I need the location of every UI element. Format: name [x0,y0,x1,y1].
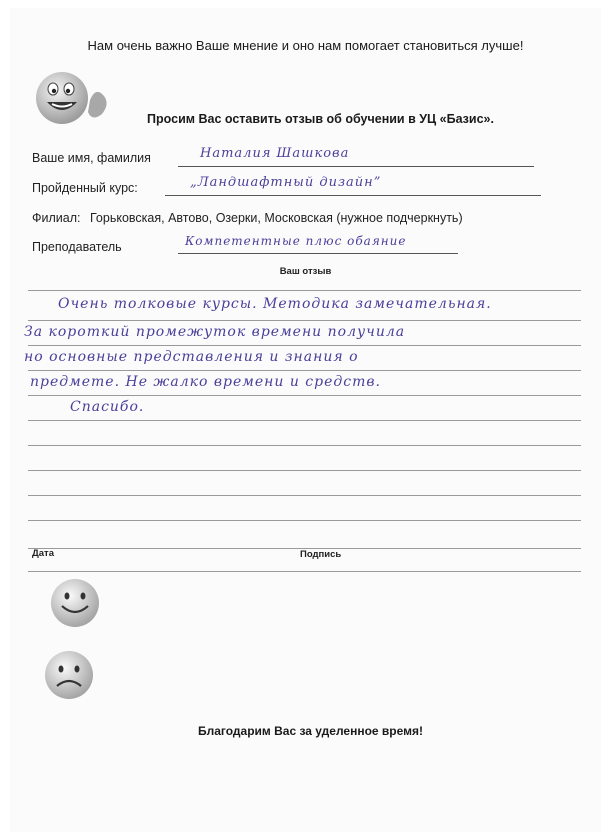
review-line [28,495,581,496]
review-text-line[interactable]: Спасибо. [70,399,145,415]
review-line [28,370,581,371]
teacher-underline [178,253,458,254]
branch-options[interactable]: Горьковская, Автово, Озерки, Московская (нужное подчеркнуть) [90,211,463,225]
teacher-label: Преподаватель [32,240,122,254]
review-line [28,345,581,346]
name-label: Ваше имя, фамилия [32,151,151,165]
review-line [28,445,581,446]
happy-face-icon [48,576,102,635]
thank-you-message: Благодарим Вас за уделенное время! [197,724,424,738]
review-line [28,320,581,321]
signature-label: Подпись [300,549,342,560]
name-field[interactable]: Наталия Шашкова [200,146,350,161]
sad-face-icon [42,648,96,707]
branch-label: Филиал: [32,211,81,225]
review-line [28,290,581,291]
feedback-form-sheet [10,8,601,832]
course-underline [165,195,541,196]
review-line [28,470,581,471]
review-text-line[interactable]: но основные представления и знания о [24,349,359,365]
name-underline [178,166,534,167]
course-field[interactable]: „Ландшафтный дизайн” [190,175,382,190]
review-line [28,420,581,421]
review-text-line[interactable]: За короткий промежуток времени получила [24,324,406,340]
review-text-line[interactable]: Очень толковые курсы. Методика замечательная. [58,296,492,312]
page-subtitle: Просим Вас оставить отзыв об обучении в УЦ «Базис». [147,112,494,126]
review-text-line[interactable]: предмете. Не жалко времени и средств. [30,374,381,390]
review-line [28,395,581,396]
review-line [28,520,581,521]
teacher-field[interactable]: Компетентные плюс обаяние [185,234,407,248]
course-label: Пройденный курс: [32,181,138,195]
page-title: Нам очень важно Ваше мнение и оно нам помогает становиться лучше! [87,38,524,53]
date-label: Дата [32,548,54,559]
signature-line [28,571,581,572]
review-label: Ваш отзыв [279,266,332,277]
